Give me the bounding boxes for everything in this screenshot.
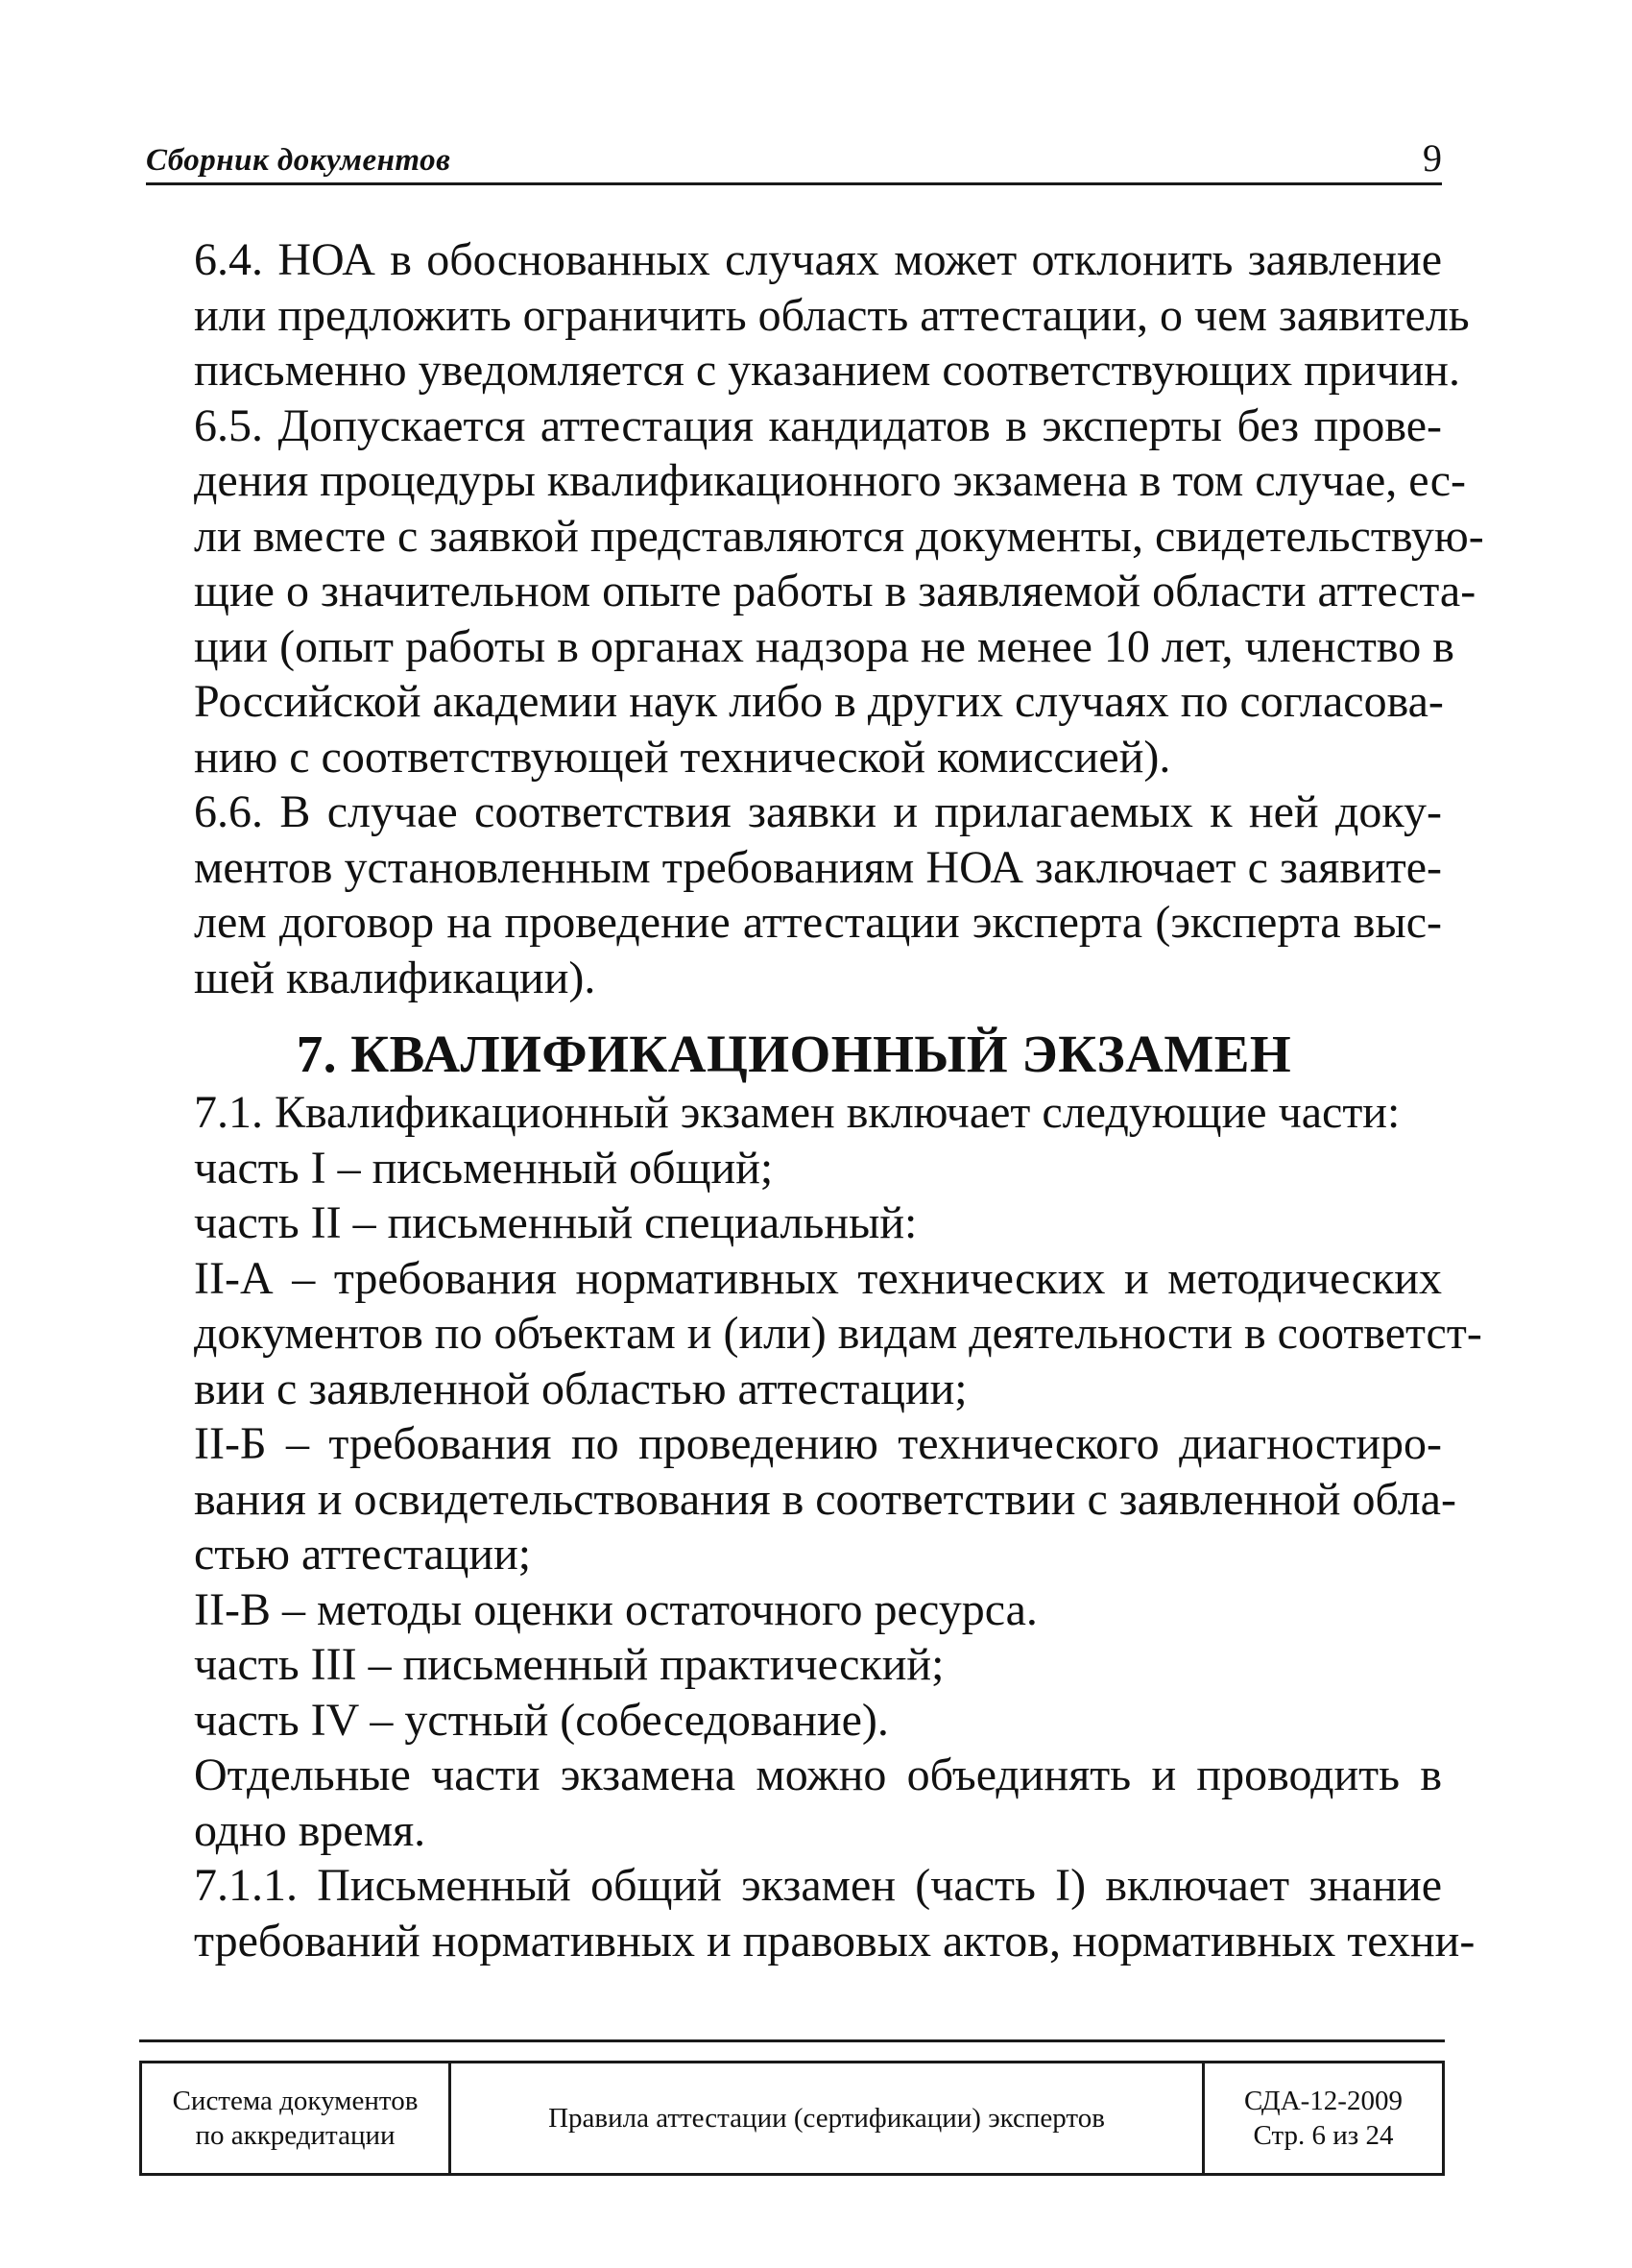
text-line: II-Б – требования по проведению технического диагностиро- xyxy=(194,1418,1442,1469)
footer-system-cell xyxy=(142,2063,451,2173)
text-line: требований нормативных и правовых актов, нормативных техни- xyxy=(194,1915,1476,1966)
text-line: ции (опыт работы в органах надзора не менее 10 лет, членство в xyxy=(194,620,1454,672)
footer-stamp xyxy=(139,2061,1445,2176)
footer-document-code: СДА-12-2009 xyxy=(1244,2086,1403,2116)
paragraph-7-1-1 xyxy=(146,1858,1476,1968)
text-line: часть I – письменный общий; xyxy=(194,1142,774,1194)
text-line: вания и освидетельствования в соответствии с заявленной обла- xyxy=(194,1473,1456,1525)
text-line: щие о значительном опыте работы в заявляемой области аттеста- xyxy=(194,566,1476,616)
footer-page-count: Стр. 6 из 24 xyxy=(1253,2120,1394,2151)
text-line: Российской академии наук либо в других случаях по согласова- xyxy=(194,676,1444,727)
exam-part-2a xyxy=(146,1251,1482,1417)
section-heading: 7. КВАЛИФИКАЦИОННЫЙ ЭКЗАМЕН xyxy=(296,1025,1292,1083)
text-line: 6.6. В случае соответствия заявки и прилагаемых к ней доку- xyxy=(194,786,1442,837)
collection-title: Сборник документов xyxy=(146,143,451,178)
footer-document-title: Правила аттестации (сертификации) экспертов xyxy=(548,2103,1105,2134)
exam-part-1 xyxy=(146,1141,1442,1196)
text-line: ментов установленным требованиям НОА заключает с заявите- xyxy=(194,841,1442,893)
exam-part-2c xyxy=(146,1582,1442,1638)
running-header xyxy=(146,134,1442,185)
paragraph-6-5 xyxy=(146,398,1484,785)
paragraph-6-6 xyxy=(146,784,1442,1005)
footer-document-title-cell xyxy=(451,2063,1205,2173)
text-line: лем договор на проведение аттестации эксперта (эксперта выс- xyxy=(194,897,1442,948)
text-line: 7.1. Квалификационный экзамен включает следующие части: xyxy=(194,1087,1401,1138)
footer-code-cell xyxy=(1205,2063,1442,2173)
text-line: письменно уведомляется с указанием соответствующих причин. xyxy=(194,345,1460,396)
text-line: документов по объектам и (или) видам деятельности в соответст- xyxy=(194,1308,1482,1359)
exam-part-2b xyxy=(146,1416,1456,1582)
text-line: часть III – письменный практический; xyxy=(194,1639,945,1690)
paragraph-6-4 xyxy=(146,232,1470,398)
text-line: одно время. xyxy=(194,1804,426,1856)
text-line: II-А – требования нормативных технических и методических xyxy=(194,1252,1442,1304)
footer-system-line-2: по аккредитации xyxy=(195,2120,396,2151)
combine-paragraph xyxy=(146,1748,1442,1858)
exam-part-2 xyxy=(146,1195,1442,1251)
text-line: дения процедуры квалификационного экзамена в том случае, ес- xyxy=(194,455,1467,506)
footer-system-line-1: Система документов xyxy=(172,2086,419,2116)
footer-divider xyxy=(139,2039,1445,2042)
text-line: или предложить ограничить область аттестации, о чем заявитель xyxy=(194,289,1470,341)
text-line: Отдельные части экзамена можно объединять и проводить в xyxy=(194,1749,1442,1800)
text-line: часть II – письменный специальный: xyxy=(194,1197,918,1248)
exam-part-4 xyxy=(146,1693,1442,1749)
document-body xyxy=(146,232,1484,1968)
text-line: II-В – методы оценки остаточного ресурса. xyxy=(194,1583,1038,1635)
exam-part-3 xyxy=(146,1637,1442,1693)
section-intro xyxy=(146,1085,1442,1141)
text-line: 6.5. Допускается аттестация кандидатов в эксперты без прове- xyxy=(194,399,1442,451)
text-line: стью аттестации; xyxy=(194,1529,532,1580)
text-line: часть IV – устный (собеседование). xyxy=(194,1694,889,1746)
page-number: 9 xyxy=(1423,136,1442,180)
text-line: ли вместе с заявкой представляются документы, свидетельствую- xyxy=(194,510,1484,562)
text-line: 6.4. НОА в обоснованных случаях может отклонить заявление xyxy=(194,234,1442,285)
text-line: вии с заявленной областью аттестации; xyxy=(194,1363,968,1414)
text-line: нию с соответствующей технической комиссией). xyxy=(194,731,1171,783)
text-line: 7.1.1. Письменный общий экзамен (часть I) включает знание xyxy=(194,1860,1442,1911)
text-line: шей квалификации). xyxy=(194,952,596,1003)
